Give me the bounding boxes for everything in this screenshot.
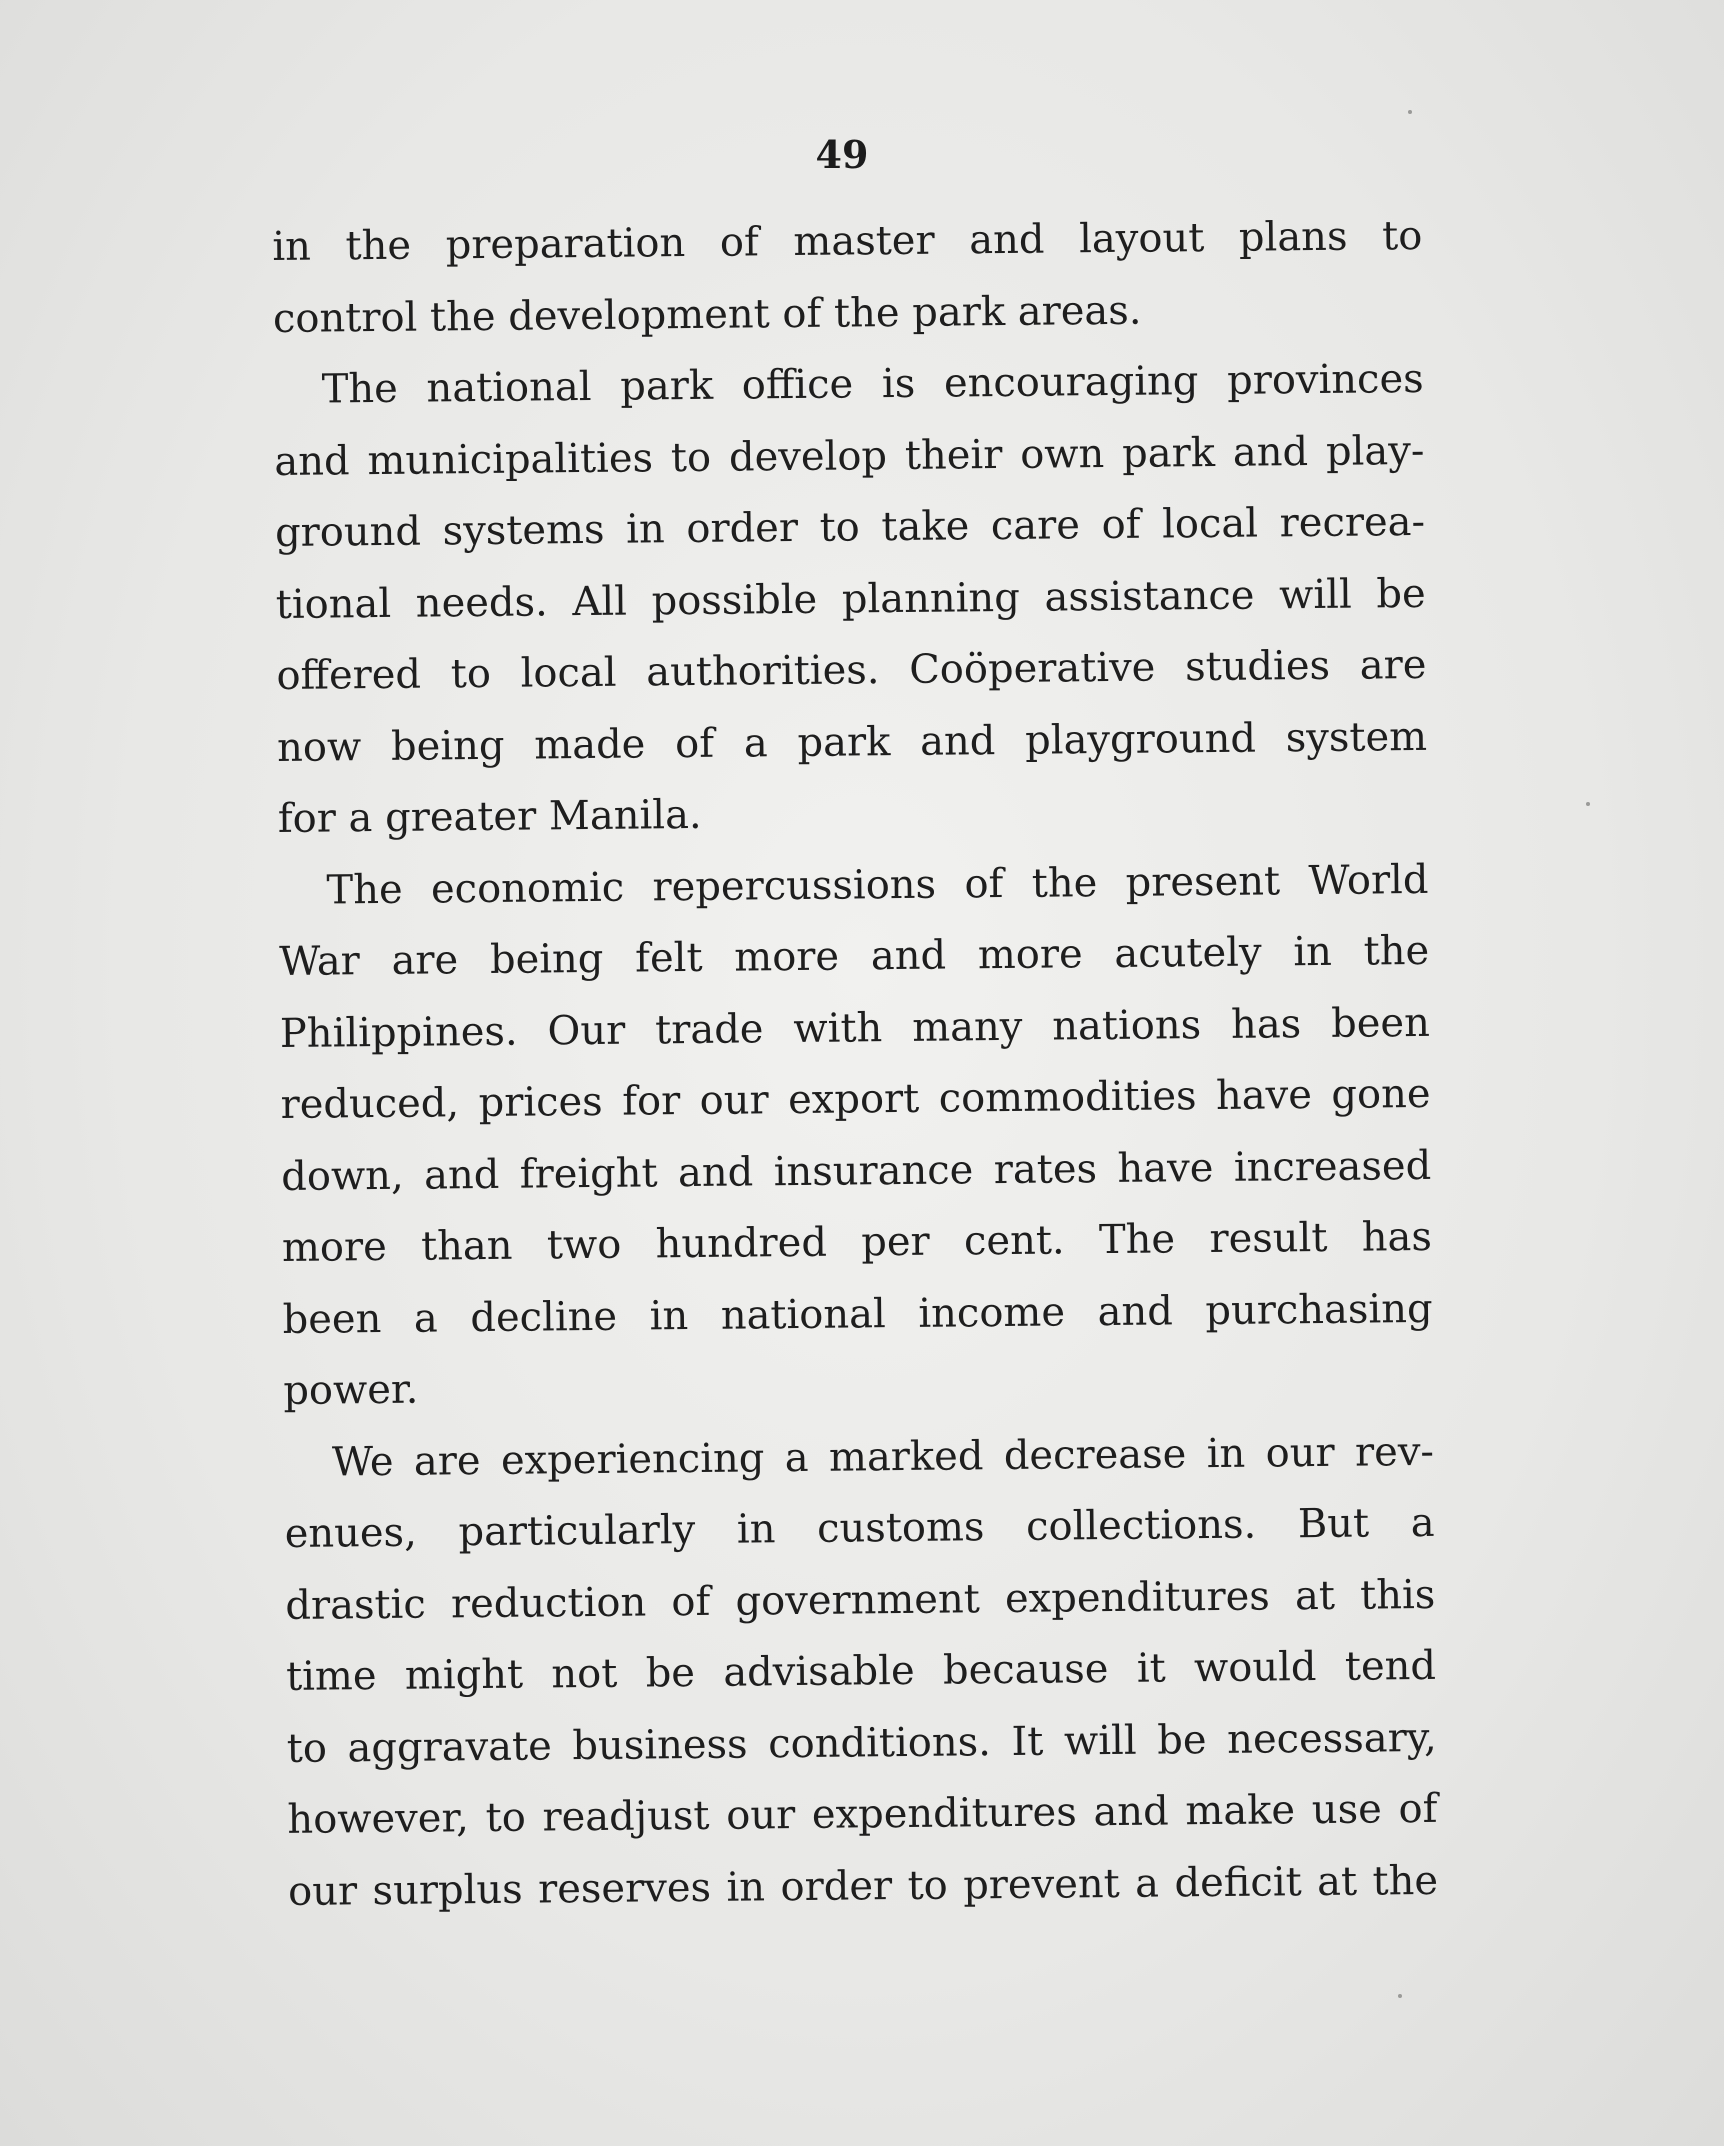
text-line: enues, particularly in customs collections. But a: [284, 1499, 1435, 1557]
text-line: Philippines. Our trade with many nations has been: [279, 999, 1431, 1057]
page-number: 49: [815, 132, 869, 177]
text-line: offered to local authorities. Coöperative studies are: [276, 641, 1427, 699]
paper-speck: [1408, 110, 1412, 114]
text-line: more than two hundred per cent. The result has: [281, 1213, 1433, 1271]
text-line: however, to readjust our expenditures and make use of: [287, 1785, 1438, 1843]
body-text: [272, 201, 1438, 1928]
text-line: drastic reduction of government expenditures at this: [285, 1571, 1436, 1629]
text-line: for a greater Manila.: [277, 791, 702, 842]
text-line: now being made of a park and playground system: [276, 713, 1428, 771]
text-line: to aggravate business conditions. It will be necessary,: [286, 1714, 1437, 1772]
text-line: control the development of the park areas.: [272, 287, 1142, 342]
text-line: power.: [283, 1366, 419, 1414]
text-line: been a decline in national income and purchasing: [282, 1285, 1433, 1343]
text-line: War are being felt more and more acutely in the: [278, 927, 1430, 985]
text-line: reduced, prices for our export commodities have gone: [280, 1070, 1431, 1128]
text-line: ground systems in order to take care of local recrea-: [274, 498, 1426, 556]
text-line: We are experiencing a marked decrease in our rev-: [331, 1428, 1435, 1485]
text-line: The economic repercussions of the present World: [326, 856, 1429, 914]
text-line: The national park office is encouraging provinces: [321, 355, 1424, 413]
paper-speck: [1586, 802, 1590, 806]
text-line: our surplus reserves in order to prevent a deficit at the: [287, 1857, 1439, 1915]
text-line: time might not be advisable because it would tend: [285, 1642, 1437, 1700]
text-line: in the preparation of master and layout plans to: [272, 212, 1423, 270]
paper-speck: [1398, 1994, 1402, 1998]
text-line: and municipalities to develop their own park and play-: [274, 427, 1425, 485]
text-line: down, and freight and insurance rates have increased: [281, 1142, 1432, 1200]
text-line: tional needs. All possible planning assistance will be: [275, 570, 1426, 628]
